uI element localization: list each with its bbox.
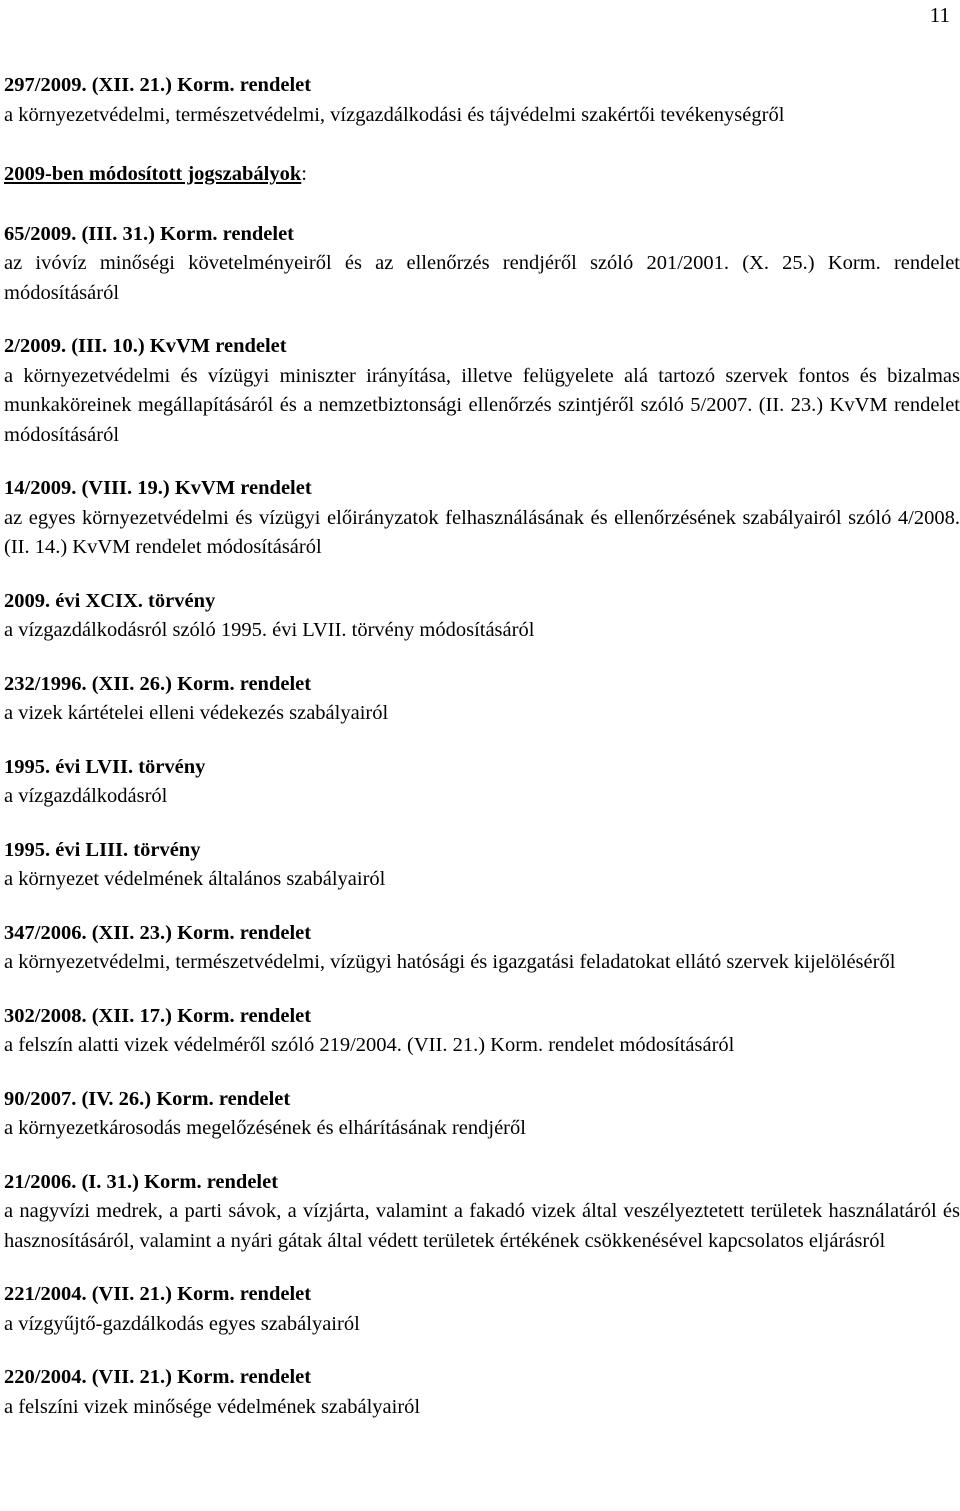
- legislation-list: [4, 220, 960, 1423]
- legislation-entry: [4, 1363, 960, 1422]
- entry-description: a vízgazdálkodásról: [4, 785, 168, 807]
- entry-title: 2/2009. (III. 10.) KvVM rendelet: [4, 335, 287, 357]
- legislation-entry: [4, 836, 960, 895]
- legislation-entry: [4, 587, 960, 646]
- section-heading-colon: :: [301, 163, 307, 185]
- entry-title: 302/2008. (XII. 17.) Korm. rendelet: [4, 1004, 312, 1027]
- entry-title: 1995. évi LIII. törvény: [4, 838, 201, 861]
- legislation-entry: [4, 474, 960, 563]
- legislation-entry: [4, 670, 960, 729]
- entry-title: 1995. évi LVII. törvény: [4, 755, 206, 778]
- legislation-entry: [4, 1168, 960, 1257]
- entry-title: 21/2006. (I. 31.) Korm. rendelet: [4, 1170, 279, 1193]
- entry-description: a környezetkárosodás megelőzésének és elhárításának rendjéről: [4, 1117, 526, 1139]
- entry-title: 297/2009. (XII. 21.) Korm. rendelet: [4, 74, 312, 96]
- entry-title: 65/2009. (III. 31.) Korm. rendelet: [4, 222, 295, 245]
- entry-description: a környezetvédelmi, természetvédelmi, vízügyi hatósági és igazgatási feladatokat ellátó szervek kijelöléséről: [4, 951, 896, 973]
- entry-title: 220/2004. (VII. 21.) Korm. rendelet: [4, 1366, 312, 1388]
- entry-description: az egyes környezetvédelmi és vízügyi előirányzatok felhasználásának és ellenőrzésének szabályairól szóló 4/2008. (II. 14.) KvVM rendelet módosításáról: [4, 506, 960, 558]
- legislation-entry: [4, 332, 960, 450]
- entry-description: a nagyvízi medrek, a parti sávok, a vízjárta, valamint a fakadó vizek által veszélyeztetett területek használatáról és hasznosításáról, valamint a nyári gátak által védett területek értékének csökkenésével kapcsolatos eljárásról: [4, 1200, 960, 1252]
- entry-description: a környezet védelmének általános szabályairól: [4, 868, 386, 890]
- intro-entry: [4, 71, 960, 130]
- section-heading-text: 2009-ben módosított jogszabályok: [4, 163, 302, 185]
- entry-title: 347/2006. (XII. 23.) Korm. rendelet: [4, 921, 312, 944]
- entry-description: az ivóvíz minőségi követelményeiről és az ellenőrzés rendjéről szóló 201/2001. (X. 25.) Korm. rendelet módosításáról: [4, 252, 960, 304]
- entry-description: a környezetvédelmi és vízügyi miniszter irányítása, illetve felügyelete alá tartozó szervek fontos és bizalmas munkaköreinek megállapításáról és a nemzetbiztonsági ellenőrzés szintjéről szóló 5/2007. (II. 23.) KvVM rendelet módosításáról: [4, 364, 960, 446]
- entry-title: 90/2007. (IV. 26.) Korm. rendelet: [4, 1087, 291, 1110]
- entry-description: a felszín alatti vizek védelméről szóló 219/2004. (VII. 21.) Korm. rendelet módosításáról: [4, 1034, 735, 1056]
- entry-title: 221/2004. (VII. 21.) Korm. rendelet: [4, 1283, 312, 1305]
- legislation-entry: [4, 919, 960, 978]
- legislation-entry: [4, 1002, 960, 1061]
- page-number: 11: [929, 3, 950, 27]
- entry-title: 14/2009. (VIII. 19.) KvVM rendelet: [4, 477, 312, 499]
- legislation-entry: [4, 1280, 960, 1339]
- legislation-entry: [4, 220, 960, 309]
- section-heading: [4, 160, 960, 190]
- entry-description: a környezetvédelmi, természetvédelmi, vízgazdálkodási és tájvédelmi szakértői tevékenységről: [4, 103, 785, 126]
- entry-title: 2009. évi XCIX. törvény: [4, 589, 216, 612]
- document-body: [4, 71, 960, 1422]
- entry-description: a vízgazdálkodásról szóló 1995. évi LVII. törvény módosításáról: [4, 619, 535, 641]
- entry-description: a vizek kártételei elleni védekezés szabályairól: [4, 702, 389, 724]
- legislation-entry: [4, 753, 960, 812]
- entry-description: a vízgyűjtő-gazdálkodás egyes szabályairól: [4, 1312, 360, 1335]
- legislation-entry: [4, 1085, 960, 1144]
- entry-description: a felszíni vizek minősége védelmének szabályairól: [4, 1395, 421, 1418]
- entry-title: 232/1996. (XII. 26.) Korm. rendelet: [4, 672, 312, 695]
